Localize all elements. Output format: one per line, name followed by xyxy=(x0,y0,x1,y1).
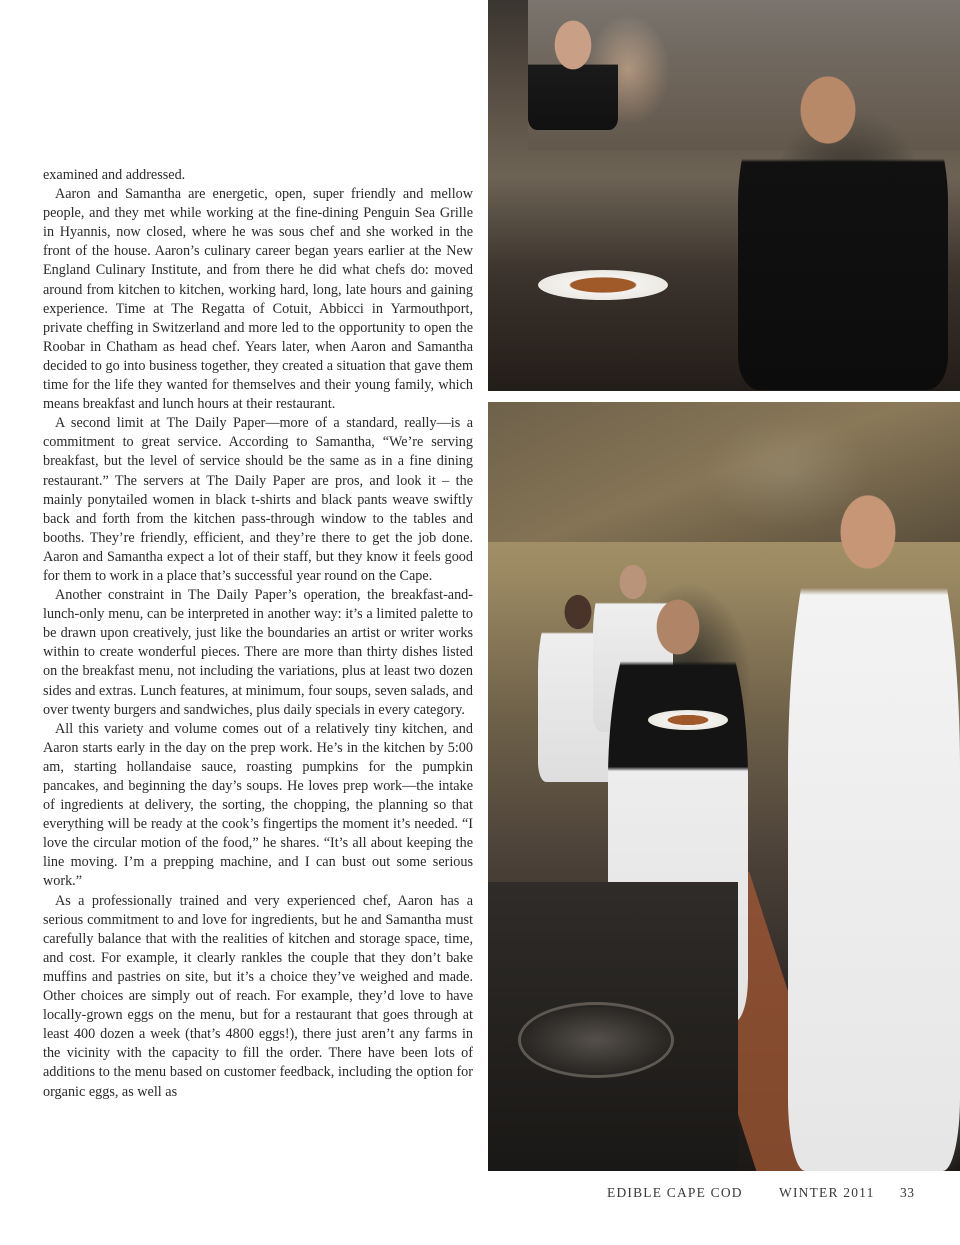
page-number: 33 xyxy=(900,1185,915,1200)
article-paragraph: examined and addressed. xyxy=(43,167,186,183)
plate-shape xyxy=(538,270,668,300)
article-paragraph: As a professionally trained and very experienced chef, Aaron has a serious commitment to and love for ingredients, but he and Samantha must carefully balance that with the realities of kitchen and storage space, time, and cost. For example, it clearly rankles the couple that they don’t bake muffins and pastries on site, but it’s a choice they’ve weighed and made. Other choices are simply out of reach. For example, they’d love to have locally-grown eggs on the menu, but for a restaurant that goes through at least 400 dozen a week (that’s 4800 eggs!), there just aren’t any farms in the vicinity with the capacity to fill the order. There have been lots of additions to the menu based on customer feedback, including the option for organic eggs, as well as xyxy=(43,892,473,1100)
article-paragraph: Another constraint in The Daily Paper’s operation, the breakfast-and-lunch-only menu, can be interpreted in another way: it’s a limited palette to be drawn upon creatively, just like the boundaries an artist or writer works within to create wonderful pieces. There are more than thirty dishes listed on the breakfast menu, not including the variations, plus at least two dozen sides and extras. Lunch features, at minimum, four soups, seven salads, and over twenty burgers and sandwiches, plus daily specials in every category. xyxy=(43,587,473,718)
article-body xyxy=(43,166,473,1102)
article-paragraph: A second limit at The Daily Paper—more of a standard, really—is a commitment to great service. According to Samantha, “We’re serving breakfast, but the level of service should be the same as in a fine dining restaurant.” The servers at The Daily Paper are pros, and look it – the mainly ponytailed women in black t-shirts and black pants weave swiftly back and forth from the kitchen pass-through window to the tables and booths. They’re friendly, efficient, and they’re there to get the job done. Aaron and Samantha expect a lot of their staff, but they know it feels good for them to work in a place that’s successful year round on the Cape. xyxy=(43,415,473,584)
kitchen-pass-photo xyxy=(488,0,960,391)
chef-figure xyxy=(738,50,948,390)
plate-shape xyxy=(648,710,728,730)
article-paragraph: Aaron and Samantha are energetic, open, super friendly and mellow people, and they met while working at the fine-dining Penguin Sea Grille in Hyannis, now closed, where he was sous chef and she worked in the front of the house. Aaron’s culinary career began years earlier at the New England Culinary Institute, and from there he did what chefs do: moved around from kitchen to kitchen, working hard, long, late hours and gaining experience. Time at The Regatta of Cotuit, Abbicci in Yarmouthport, private cheffing in Switzerland and more led to the opportunity to open the Roobar in Chatham as head chef. Years later, when Aaron and Samantha decided to go into business together, they created a situation that gave them time for the life they wanted for themselves and their young family, which means breakfast and lunch hours at their restaurant. xyxy=(43,186,473,413)
server-figure xyxy=(528,10,618,130)
article-paragraph: All this variety and volume comes out of a relatively tiny kitchen, and Aaron starts early in the day on the prep work. He’s in the kitchen by 5:00 am, starting hollandaise sauce, roasting pumpkins for the pumpkin pancakes, and beginning the day’s soups. He loves prep work—the intake of ingredients at delivery, the sorting, the chopping, the planning so that everything will be ready at the cook’s fingertips the moment it’s needed. “I love the circular motion of the food,” he shares. “It’s all about keeping the line moving. I’m a prepping machine, and I can bust out some serious work.” xyxy=(43,720,473,890)
footer-magazine-name: EDIBLE CAPE COD xyxy=(607,1185,743,1200)
pan-shape xyxy=(518,1002,674,1078)
kitchen-line-photo xyxy=(488,402,960,1171)
footer-issue: WINTER 2011 xyxy=(779,1185,875,1200)
chef-figure xyxy=(788,442,960,1171)
